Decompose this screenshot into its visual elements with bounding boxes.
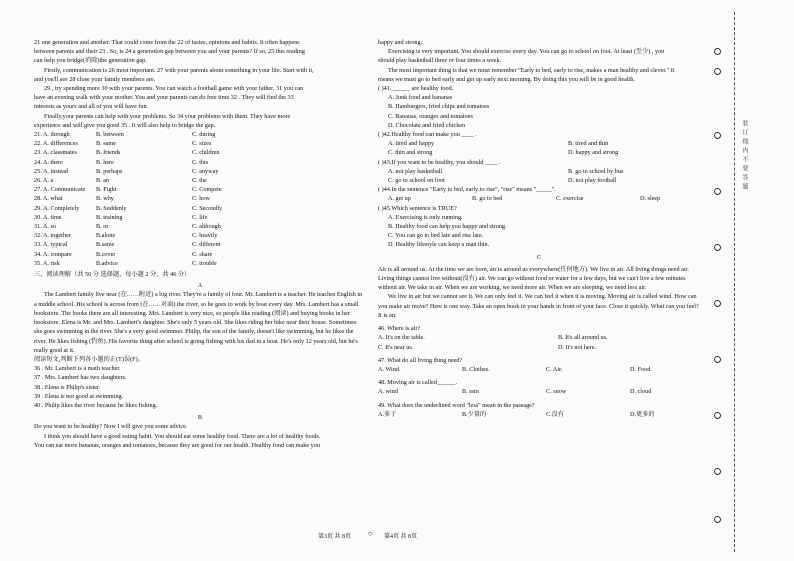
option: C. thin and strong — [388, 149, 433, 157]
option: A. wind — [378, 388, 398, 396]
cloze-options — [34, 130, 366, 268]
page-number-left: 第3页 共 8页 — [318, 534, 352, 540]
option: B. rain — [462, 388, 479, 396]
q49-options — [378, 410, 700, 419]
question-45: ( )45.Which sentence is TRUE? — [378, 204, 457, 212]
option: B.少量的 — [462, 410, 487, 418]
option: B. same — [96, 140, 116, 148]
passage-line: Finally,your parents can help with your problems. So 34 your problems with them. They have more — [44, 112, 291, 120]
question-48: 48. Moving air is called______. — [378, 379, 458, 387]
option: 24. A. there — [34, 158, 63, 166]
section-heading: 三、阅读理解（共 50 分 选择题，每小题 2 分，共 46 分） — [34, 271, 191, 279]
option: 31. A. so — [34, 223, 57, 231]
passage-a: The Lambert family live near (在……附近) a big river. They're a family of four. Mr. Lambert is a teacher. He teaches English in a middle school. His school is across from (在……对面) the river, so he goes to work by boat every day. Mrs. Lambert has a small bookstore. The books there are all interesting. Mrs. Lambert is very nice, so people like reading (阅读) and buying books in her bookstore. Elena is Mr. and Mrs. Lambert's daughter. She's only 5 years old. She likes riding her bike near their house. Sometimes she goes swimming in the river. She's a very good swimmer. Philip, the son of the family, doesn't like swimming, but he likes the river. He likes fishing (钓鱼). His favorite thing after school is going fishing with his dad in a boat. He's only 12 years old, but he's really good at it. — [34, 291, 363, 354]
question-46: 46. Where is air? — [378, 325, 421, 333]
binding-gutter — [707, 0, 727, 561]
option: D.更多的 — [630, 410, 655, 418]
passage-line: 21 one generation and another. That could come from the 22 of tastes, opinions and habits. It often happens — [34, 39, 300, 46]
q42-options — [378, 139, 700, 157]
option: B. Healthy food can help you happy and strong. — [388, 223, 507, 231]
q44-options — [378, 194, 700, 203]
option: D. It's not here. — [558, 343, 597, 351]
option: B. training — [96, 213, 123, 221]
option: B. friends — [96, 149, 121, 157]
option: B. Clothes. — [462, 365, 490, 373]
option: B.advice — [96, 259, 118, 267]
option: C. during — [192, 131, 216, 139]
passage-line: can help you bridge(消除)the generation gap. — [34, 57, 147, 65]
question-44: ( )44.In the sentence "Early to bed, early to rise", "rise" means "_____". — [378, 186, 556, 194]
option: B. Fight — [96, 186, 117, 194]
passage-label: A — [197, 282, 203, 290]
gutter-notice: 装订线内不要答题 — [741, 120, 747, 192]
q47-options — [378, 365, 700, 374]
option: A. It's on the table. — [378, 334, 425, 342]
option: B. here — [96, 158, 114, 166]
option: D. cloud — [630, 388, 652, 396]
option: B. or — [96, 223, 109, 231]
option: A. get up — [388, 195, 411, 203]
option: D. sleep — [640, 195, 661, 203]
binding-hole-icon — [714, 412, 721, 419]
option: C. Compete — [192, 186, 222, 194]
option: B. between — [96, 131, 124, 139]
option: 22. A. differences — [34, 140, 78, 148]
passage-label: C — [536, 253, 542, 261]
question-42: ( )42.Healthy food can make you ____ . — [378, 131, 477, 139]
binding-hole-icon — [714, 68, 721, 75]
passage-line: interests as yours and all of you will have fun. — [34, 103, 149, 111]
page-number-right: 第4页 共 8页 — [384, 534, 418, 540]
option: D. not play football — [568, 177, 617, 185]
option: B.alone — [96, 232, 116, 240]
passage-line: between parents and their 23 . So, is 24 a generation gap between you and your parents? If so, 25 this reading — [34, 48, 305, 56]
passage-line: The most important thing is that we must remember "Early to bed, early to rise, makes a man healthy and clever." It — [388, 66, 675, 74]
option: 33. A. typical — [34, 241, 68, 249]
tf-item: 36 . Mr. Lambert is a math teacher. — [34, 365, 121, 373]
option: D. happy and strong — [568, 149, 619, 157]
option: D. Food. — [630, 365, 652, 373]
q45-options — [378, 213, 700, 250]
option: C. although — [192, 223, 221, 231]
passage-line: Exercising is very important. You should exercise every day. You can go to school on foot. At least (至少) , you — [388, 48, 665, 56]
passage-line: should play basketball three or four times a week. — [378, 57, 502, 65]
option: B. why — [96, 195, 114, 203]
option: 29. A. Completely — [34, 204, 80, 212]
option: 34. A. compare — [34, 250, 72, 258]
q48-options — [378, 387, 700, 396]
option: B. an — [96, 177, 110, 185]
passage-line: Do you want to be healthy? Now I will give you some advice. — [34, 423, 188, 431]
passage-label: B — [197, 414, 203, 422]
option: C. exercise — [556, 195, 584, 203]
tf-item: 38 . Elena is Philip's sister. — [34, 383, 101, 391]
option: A.多于 — [378, 410, 397, 418]
question-41: ( )41.______ are healthy food. — [378, 85, 454, 93]
passage-line: and you'll see 28 close your family members are. — [34, 75, 156, 83]
option: C. heavily — [192, 232, 218, 240]
question-49: 49. What does the underlined word "less" mean in the passage? — [378, 401, 535, 409]
option: A. not play basketball — [388, 167, 443, 175]
binding-hole-icon — [714, 468, 721, 475]
option: 25. A. instead — [34, 167, 69, 175]
passage-line: have an evening walk with your mother. You and your parents can do free time 32 . They will find the 33 — [34, 94, 294, 102]
q46-options — [378, 333, 700, 351]
binding-hole-icon — [714, 356, 721, 363]
option: B.cover — [96, 250, 116, 258]
option: C. the — [192, 177, 207, 185]
option: 23. A. classmates — [34, 149, 77, 157]
passage-c-paragraph: Air is all around us. At the time we are born, air is around us everywhere(任何地方). We live in air. All living things need air. Living things cannot live without(没有) air. We can go without food or water for a few days, but we can't live a few minutes without air. We take in air. When we are working, we need more air. When we are sleeping, we need less air. — [378, 265, 689, 292]
option: B. It's all around us. — [558, 334, 608, 342]
passage-line: 29 , try spending more 30 with your parents. You can watch a football game with your father, 31 you can — [44, 85, 304, 93]
passage-line: means we must go to bed early and get up early next morning. By doing this you will be in good health. — [378, 75, 635, 83]
option: C. this — [192, 158, 209, 166]
tf-item: 39 . Elena is not good at swimming. — [34, 392, 124, 400]
option: 27. A. Communicate — [34, 186, 86, 194]
binding-hole-icon — [714, 244, 721, 251]
option: C. different — [192, 241, 221, 249]
option: 30. A. time — [34, 213, 62, 221]
option: B. go to school by bus — [568, 167, 624, 175]
binding-line — [734, 12, 736, 552]
option: A. Junk food and bananas — [388, 94, 453, 102]
option: C. sizes — [192, 140, 212, 148]
option: A. Wind. — [378, 365, 401, 373]
option: C. It's near us. — [378, 343, 414, 351]
passage-c-paragraph: We live in air but we cannot see it. We can only feel it. We can feel it when it is moving. Moving air is called wind. How can you make air move? Here is one way. Take an open book in your hands in front of your face. Close it quickly. What can you feel? It is air. — [378, 293, 699, 319]
option: C. share — [192, 250, 213, 258]
binding-hole-icon — [714, 188, 721, 195]
question-43: ( )43.If you want to be healthy, you should ____ . — [378, 158, 501, 166]
passage-line: You can eat more bananas, oranges and tomatoes, because they are good for our health. Healthy food can make you — [34, 441, 320, 449]
option: C. children — [192, 149, 220, 157]
option: 26. A. a — [34, 177, 54, 185]
passage-line: happy and strong. — [378, 39, 423, 46]
option: B. tired and thin — [568, 140, 609, 148]
option: A. tired and happy — [388, 140, 435, 148]
tf-item: 37 . Mrs. Lambert has two daughters. — [34, 374, 127, 382]
binding-hole-icon — [714, 132, 721, 139]
option: B. Suddenly — [96, 204, 127, 212]
q41-options — [378, 93, 700, 130]
option: 32. A. together — [34, 232, 71, 240]
option: D. Chocolate and fried chicken — [388, 121, 466, 129]
option: B. go to bed — [472, 195, 503, 203]
option: A. Exercising is only running. — [388, 213, 463, 221]
option: 28. A. what — [34, 195, 63, 203]
cloze-passage — [34, 38, 366, 130]
q43-options — [378, 167, 700, 185]
tf-item: 40 . Philip likes the river because he likes fishing. — [34, 401, 158, 409]
question-47: 47. What do all living thing need? — [378, 356, 463, 364]
left-column — [34, 38, 366, 450]
option: C. You can go to bed late and rise late. — [388, 232, 484, 240]
option: B. perhaps — [96, 167, 123, 175]
option: C. Air. — [546, 365, 563, 373]
option: C. trouble — [192, 259, 217, 267]
passage-line: Firstly, communication is 26 most important. 27 with your parents about something in your life. Start with it, — [44, 66, 314, 74]
right-column — [378, 38, 700, 419]
option: C. snow — [546, 388, 567, 396]
option: C. anyway — [192, 167, 219, 175]
instruction: 阅读短文,判断下列各小题的正(T)误(F)。 — [34, 355, 144, 363]
binding-hole-icon — [714, 516, 721, 523]
option: D. Healthy lifestyle can keep a man thin. — [388, 241, 490, 249]
passage-line: experience and will give you good 35 . It will also help to bridge the gap. — [34, 121, 216, 129]
binding-hole-icon — [714, 300, 721, 307]
center-circle-icon: ○ — [368, 529, 373, 538]
option: B. Hamburgers, fried chips and tomatoes — [388, 103, 490, 111]
option: 35. A. risk — [34, 259, 60, 267]
option: C. how — [192, 195, 210, 203]
option: C.没有 — [546, 410, 565, 418]
option: C. Bananas, oranges and tomatoes — [388, 112, 473, 120]
option: C. go to school on foot — [388, 177, 445, 185]
option: 21. A. through — [34, 131, 70, 139]
option: C. life — [192, 213, 208, 221]
option: B.same — [96, 241, 115, 249]
option: C. Secondly — [192, 204, 223, 212]
binding-hole-icon — [714, 48, 721, 55]
passage-line: I think you should have a good eating habit. You should eat some healthy food. There are a lot of healthy foods. — [44, 432, 321, 440]
